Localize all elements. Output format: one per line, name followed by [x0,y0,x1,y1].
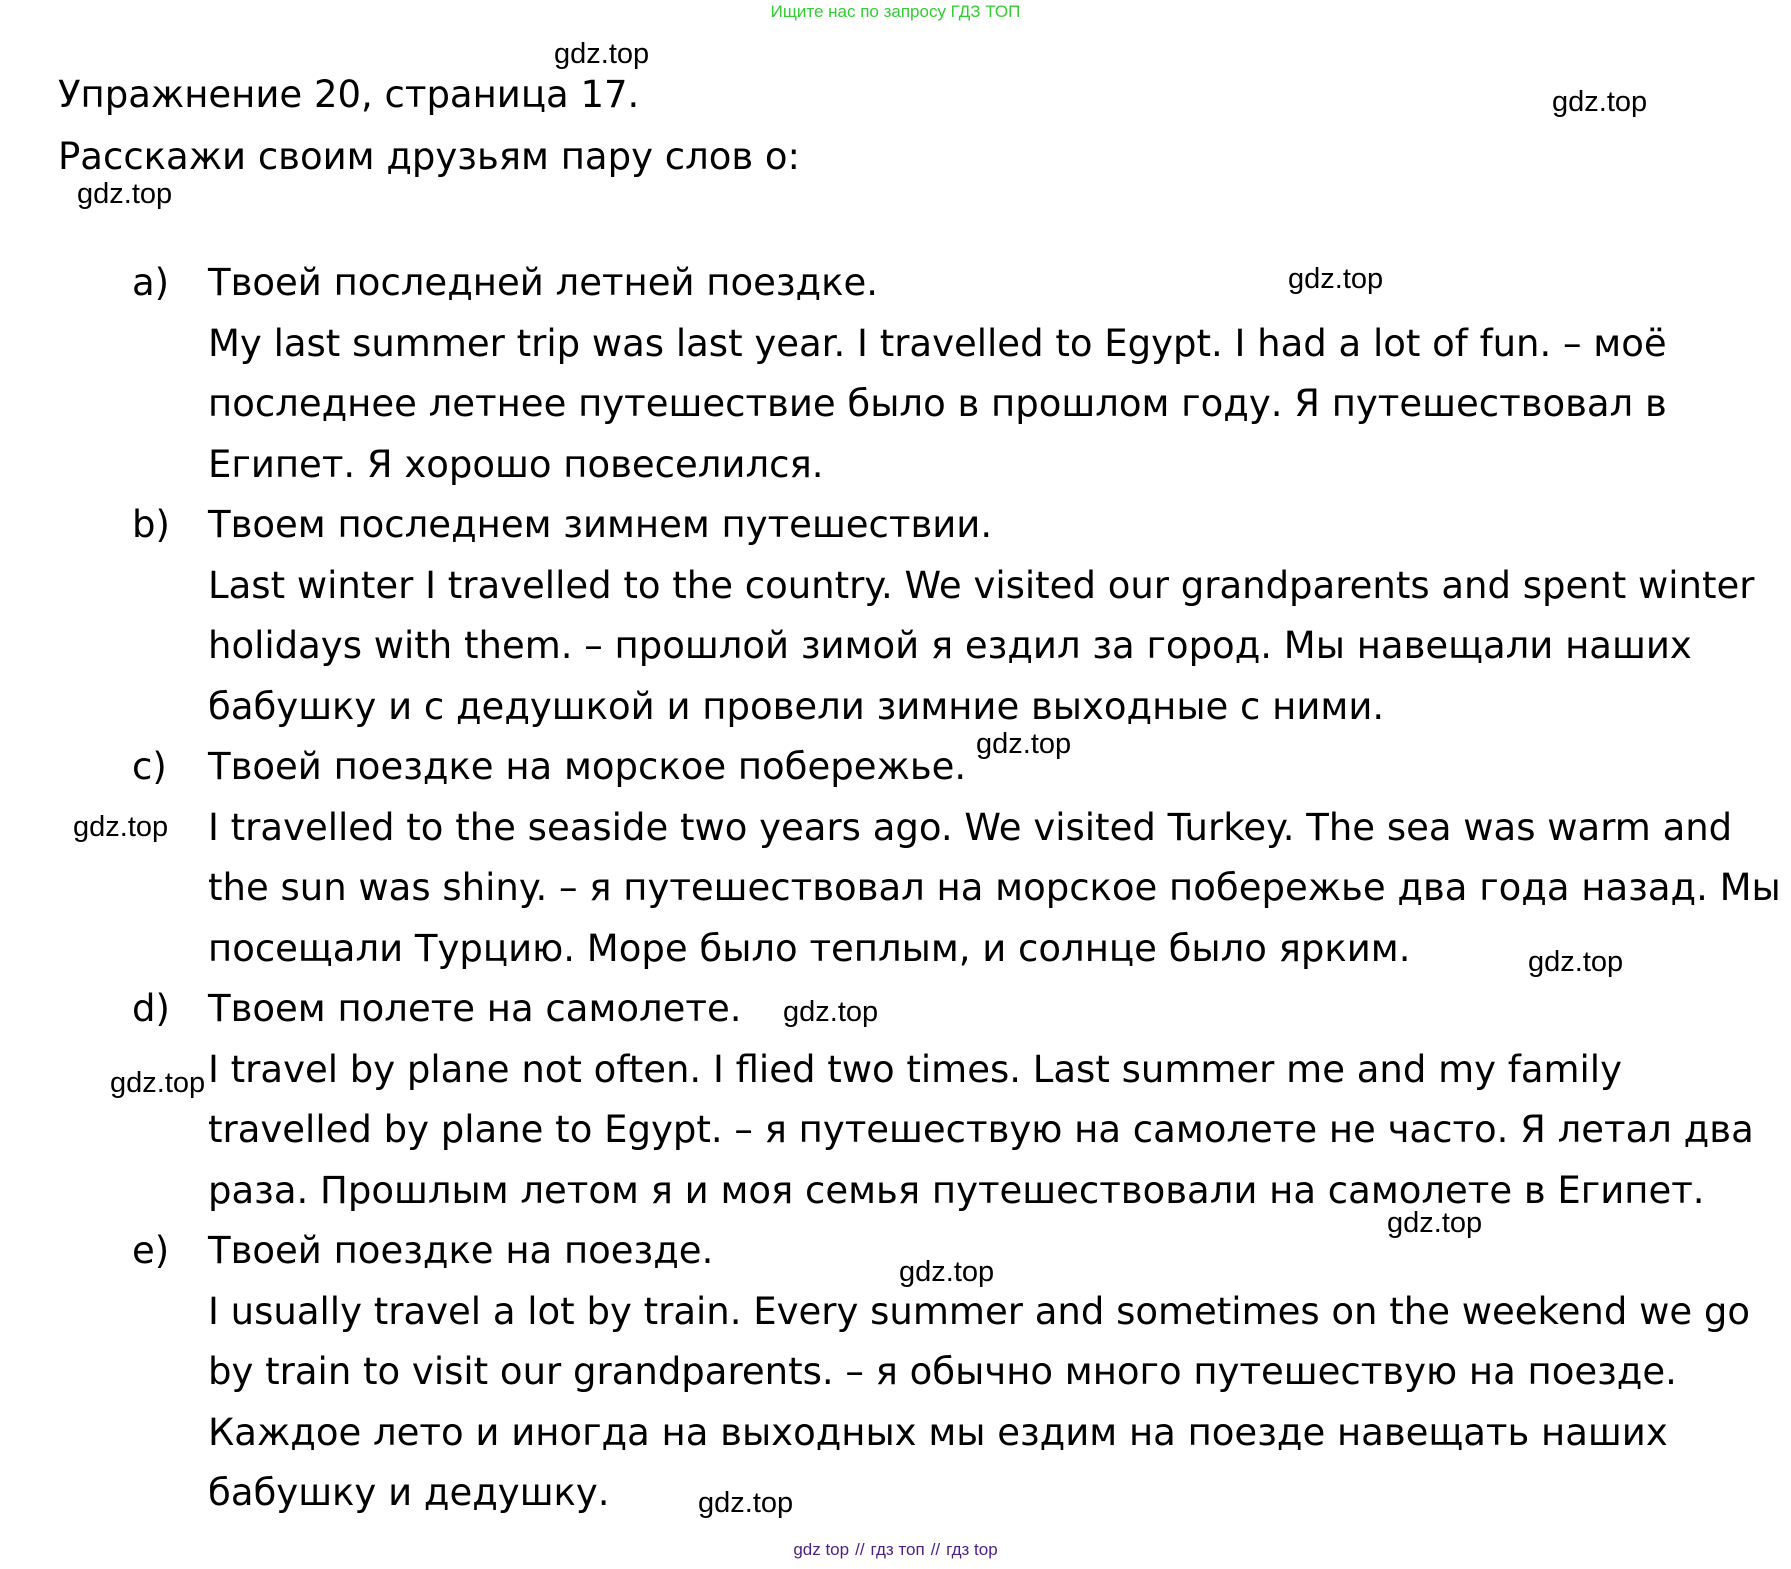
item-question: Твоем полете на самолете. [208,987,742,1030]
answer-list [0,253,1791,1524]
watermark: gdz.top [698,1487,794,1519]
answer-text: Египет. Я хорошо повеселился. [208,442,824,486]
footer-separator: // [855,1540,865,1559]
list-item-b-heading [0,495,1791,556]
watermark: gdz.top [899,1256,995,1288]
answer-text: I usually travel a lot by train. Every summer and sometimes on the weekend we go [208,1289,1751,1333]
watermark: gdz.top [1387,1207,1483,1239]
answer-line [0,1403,1791,1464]
answer-text: последнее летнее путешествие было в прошлом году. Я путешествовал в [208,382,1667,425]
watermark: gdz.top [976,728,1072,760]
watermark: gdz.top [1528,946,1624,978]
answer-line [0,1040,1791,1101]
answer-text: the sun was shiny. – я путешествовал на морское побережье два года назад. Мы [208,866,1781,909]
answer-text: Каждое лето и иногда на выходных мы ездим на поезде навещать наших [208,1410,1668,1454]
answer-text: раза. Прошлым летом я и моя семья путешествовали на самолете в Египет. [208,1168,1705,1212]
footer-link[interactable]: гдз top [946,1540,998,1559]
footer-link[interactable]: gdz top [793,1540,850,1559]
answer-line [0,1100,1791,1161]
answer-line [0,1342,1791,1403]
watermark: gdz.top [110,1067,206,1099]
footer-separator: // [930,1540,941,1559]
item-marker: b) [132,503,170,546]
list-item-c-heading [0,737,1791,798]
list-item-a-heading [0,253,1791,314]
answer-line [0,1282,1791,1343]
item-question: Твоей поездке на поезде. [208,1229,714,1272]
answer-text: бабушку и с дедушкой и провели зимние выходные с ними. [208,684,1385,728]
footer-links [0,1538,1791,1562]
exercise-instruction: Расскажи своим друзьям пару слов о: [58,135,801,178]
item-marker: c) [132,745,167,788]
item-question: Твоей поездке на морское побережье. [208,745,967,788]
watermark: gdz.top [783,996,879,1028]
answer-text: бабушку и дедушку. [208,1471,610,1514]
list-item-d-heading [0,979,1791,1040]
top-banner: Ищите нас по запросу ГДЗ ТОП [770,2,1021,21]
answer-text: by train to visit our grandparents. – я обычно много путешествую на поезде. [208,1350,1677,1393]
exercise-title: Упражнение 20, страница 17. [58,73,640,116]
answer-text: Last winter I travelled to the country. We visited our grandparents and spent winter [208,563,1755,607]
list-item-e-heading [0,1221,1791,1282]
answer-line [0,616,1791,677]
answer-line [0,556,1791,617]
answer-line [0,314,1791,375]
item-marker: e) [132,1229,170,1272]
answer-text: travelled by plane to Egypt. – я путешествую на самолете не часто. Я летал два [208,1108,1754,1151]
answer-line [0,374,1791,435]
answer-line [0,435,1791,496]
watermark: gdz.top [77,178,173,210]
watermark: gdz.top [554,38,650,70]
watermark: gdz.top [1552,86,1648,118]
answer-text: I travel by plane not often. I flied two times. Last summer me and my family [208,1047,1622,1091]
answer-line [0,677,1791,738]
footer-link[interactable]: гдз топ [870,1540,925,1559]
answer-line [0,919,1791,980]
answer-line [0,858,1791,919]
item-question: Твоей последней летней поездке. [208,261,878,304]
answer-line [0,1463,1791,1524]
answer-text: I travelled to the seaside two years ago. We visited Turkey. The sea was warm and [208,805,1733,849]
answer-text: посещали Турцию. Море было теплым, и солнце было ярким. [208,926,1411,970]
watermark: gdz.top [73,811,169,843]
answer-line [0,1161,1791,1222]
answer-line [0,798,1791,859]
item-marker: a) [132,261,170,304]
watermark: gdz.top [1288,263,1384,295]
answer-text: holidays with them. – прошлой зимой я ездил за город. Мы навещали наших [208,624,1692,667]
answer-text: My last summer trip was last year. I travelled to Egypt. I had a lot of fun. – моё [208,321,1667,365]
item-question: Твоем последнем зимнем путешествии. [208,503,993,546]
item-marker: d) [132,987,170,1030]
